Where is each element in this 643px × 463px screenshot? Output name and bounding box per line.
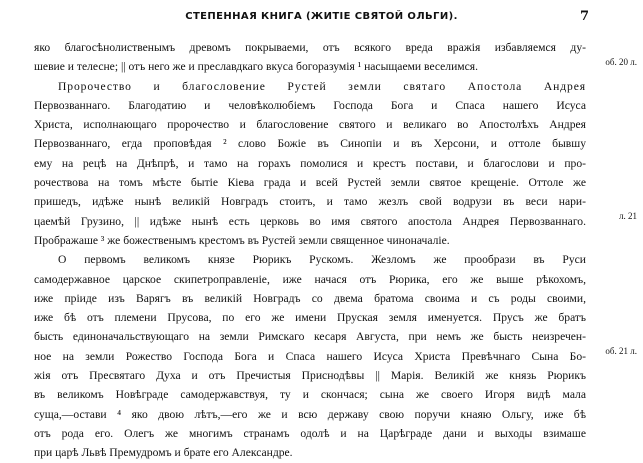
text-line-7: ему на рецѣ на Днѣпрѣ, и тамо на горахъ помолися и крестъ постави, и благослови и про- [34, 156, 586, 170]
text-line-21: отъ рода его. Олегъ же многимъ странамъ одолѣ и на Царѣграде дани и выходы взимаше [34, 426, 586, 440]
text-line-1: яко благосѣнолиственымъ древомъ покрываеми, отъ всякого вреда вражія избавляемся ду- [34, 41, 586, 54]
text-line-5: Христа, исполнающаго пророчество и благословение святого и великаго во Апостолѣхъ Андрея [34, 118, 586, 132]
body-text [34, 38, 586, 463]
text-line-20: суща,—остави ⁴ яко двою лѣтъ,—его же и всю державу свою поручи кнаяю Ольгу, иже бѣ [34, 407, 586, 421]
text-line-6: Первозваннаго, егда проповѣдая ² слово Божіе въ Синопіи и въ Херсони, и оттоле бывшу [34, 137, 586, 151]
text-line-19: въ великомъ Новѣграде самодержавствуя, ту и скончася; сына же своего Игоря видѣ мала [34, 388, 586, 402]
text-line-17: ное на земли Рожество Господа Бога и Спаса нашего Исуса Христа Превѣчнаго Сына Бо- [34, 349, 586, 363]
text-line-9: пришедъ, идѣже нынѣ великій Новградъ стоитъ, и тамо жезлъ свой водрузи въ веси нари- [34, 195, 586, 209]
section-heading-prophecy: Пророчество и благословение Рустей земли святаго Апостола Андрея [58, 79, 586, 93]
page-number: 7 [579, 9, 589, 24]
margin-note-folio-20: об. 20 л. [605, 57, 637, 67]
text-line-10: цаемѣй Грузино, || идѣже нынѣ есть церковь во имя святого апостола Андрея Первозваннаго. [34, 214, 586, 228]
running-title: СТЕПЕННАЯ КНИГА (ЖИТІЕ СВЯТОЙ ОЛЬГИ). [185, 11, 458, 22]
section-heading-rurik: О первомъ великомъ князе Рюрикъ Рускомъ. Жезломъ же прообрази въ Руси [58, 253, 586, 267]
text-line-15: иже бѣ отъ племени Прусова, по его же имени Пруская земля именуется. Прусъ же братъ [34, 311, 586, 325]
text-line-4: Первозваннаго. Благодатию и человѣколюбіемъ Господа Бога и Спаса нашего Исуса [34, 98, 586, 112]
text-line-22: при царѣ Львѣ Премудромъ и брате его Александре. [34, 446, 293, 460]
margin-note-folio-21-verso: об. 21 л. [605, 346, 637, 356]
page-header [0, 10, 643, 26]
text-line-18: жія отъ Пресвятаго Духа и отъ Пречистыя Приснодѣвы || Марія. Великій же князь Рюрикъ [34, 369, 586, 383]
text-line-13: самодержавное царское скипетроправленіе, иже начася отъ Рюрика, его же выше рѣкохомъ, [34, 272, 586, 286]
text-line-2: шевие и телесне; || отъ него же и преславдкаго вкуса богоразумія ¹ насыщаеми веселимся. [34, 60, 479, 74]
text-line-14: иже пріиде изъ Варягъ въ великій Новградъ со двема братома своима и съ роды своими, [34, 291, 586, 305]
text-line-8: рочествова на томъ мѣсте бытіе Кіева града и всей Рустей земли святое крещеніе. Оттоле же [34, 176, 586, 190]
margin-note-folio-21: л. 21 [619, 211, 637, 221]
text-line-11: Прображаше ³ же божественымъ крестомъ въ Рустей земли священное чиноначаліе. [34, 233, 450, 247]
text-line-16: бысть единоначальствующаго на земли Римскаго кесаря Августа, при немъ же бысть неизречен- [34, 330, 586, 344]
